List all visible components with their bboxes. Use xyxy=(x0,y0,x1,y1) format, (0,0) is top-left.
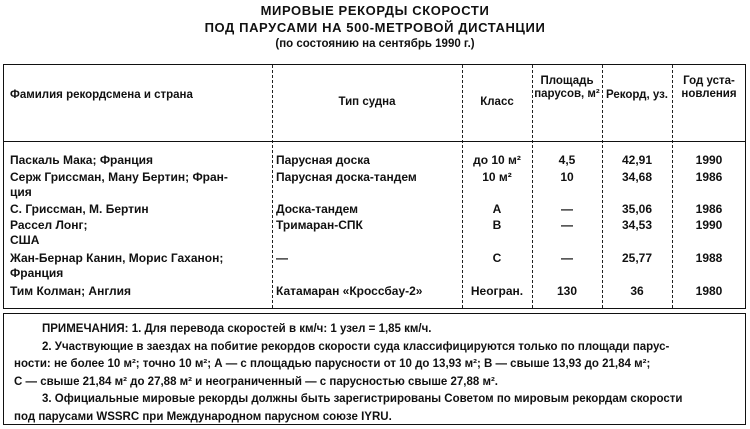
cell-class: В xyxy=(492,218,502,232)
cell-vessel: Парусная доска xyxy=(276,153,370,167)
cell-vessel: Парусная доска-тандем xyxy=(276,170,417,184)
note-2-line-1: 2. Участвующие в заездах на побитие рекордов скорости суда классифицируются только по площади парус- xyxy=(42,340,670,353)
column-divider xyxy=(532,65,533,308)
column-divider xyxy=(602,65,603,308)
cell-area: 4,5 xyxy=(558,153,576,167)
cell-year: 1990 xyxy=(695,218,723,232)
cell-year: 1986 xyxy=(695,202,723,216)
document-title xyxy=(0,2,750,52)
cell-record: 34,68 xyxy=(621,170,653,184)
note-3-line-2: под парусами WSSRC при Международном парусном союзе IYRU. xyxy=(14,410,392,423)
cell-vessel: Катамаран «Кроссбау-2» xyxy=(276,284,423,298)
column-divider xyxy=(672,65,673,308)
cell-record: 34,53 xyxy=(621,218,653,232)
cell-name: США xyxy=(10,233,40,247)
cell-name: Серж Гриссман, Ману Бертин; Фран- xyxy=(10,170,228,184)
cell-year: 1990 xyxy=(695,153,723,167)
cell-area: — xyxy=(561,218,573,232)
cell-name: Франция xyxy=(10,266,64,280)
column-divider xyxy=(462,65,463,308)
cell-area: — xyxy=(561,202,573,216)
header-vessel: Тип судна xyxy=(338,96,396,108)
cell-name: ция xyxy=(10,185,32,199)
cell-vessel: — xyxy=(276,251,288,265)
cell-class: А xyxy=(492,202,502,216)
header-class: Класс xyxy=(480,96,514,108)
header-year: Год уста-новления xyxy=(681,75,737,100)
cell-record: 25,77 xyxy=(621,251,653,265)
cell-name: С. Гриссман, М. Бертин xyxy=(10,202,149,216)
cell-class: Неогран. xyxy=(470,284,524,298)
cell-year: 1980 xyxy=(695,284,723,298)
note-3-line-1: 3. Официальные мировые рекорды должны быть зарегистрированы Советом по мировым рекордам скорости xyxy=(42,393,683,405)
title-line-2: ПОД ПАРУСАМИ НА 500-МЕТРОВОЙ ДИСТАНЦИИ xyxy=(204,20,546,35)
title-line-1: МИРОВЫЕ РЕКОРДЫ СКОРОСТИ xyxy=(260,3,490,18)
header-divider xyxy=(4,141,745,142)
header-record: Рекорд, уз. xyxy=(606,89,668,101)
cell-class: С xyxy=(492,251,502,265)
title-subtitle: (по состоянию на сентябрь 1990 г.) xyxy=(275,38,475,50)
cell-record: 35,06 xyxy=(621,202,653,216)
header-name: Фамилия рекордсмена и страна xyxy=(10,89,193,101)
header-area: Площадь парусов, м² xyxy=(534,75,600,100)
note-1: ПРИМЕЧАНИЯ: 1. Для перевода скоростей в км/ч: 1 узел = 1,85 км/ч. xyxy=(42,323,432,335)
cell-class: до 10 м² xyxy=(473,153,521,167)
cell-name: Тим Колман; Англия xyxy=(10,284,132,298)
cell-vessel: Тримаран-СПК xyxy=(276,218,363,232)
records-table xyxy=(3,64,746,309)
note-2-line-3: С — свыше 21,84 м² до 27,88 м² и неограниченный — с парусностью свыше 27,88 м². xyxy=(14,375,498,388)
column-divider xyxy=(272,65,273,308)
cell-class: 10 м² xyxy=(482,170,512,184)
cell-area: 130 xyxy=(556,284,578,298)
cell-record: 42,91 xyxy=(621,153,653,167)
cell-area: — xyxy=(561,251,573,265)
cell-name: Паскаль Мака; Франция xyxy=(10,153,154,167)
note-2-line-2: ности: не более 10 м²; точно 10 м²; А — с площадью парусности от 10 до 13,93 м²; В — свыше 13,93 до 21,84 м²; xyxy=(14,358,651,370)
cell-year: 1988 xyxy=(695,251,723,265)
cell-year: 1986 xyxy=(695,170,723,184)
cell-record: 36 xyxy=(630,284,644,298)
cell-area: 10 xyxy=(560,170,574,184)
notes-box xyxy=(3,313,746,425)
cell-name: Жан-Бернар Канин, Морис Гаханон; xyxy=(10,251,224,265)
cell-vessel: Доска-тандем xyxy=(276,202,359,216)
cell-name: Рассел Лонг; xyxy=(10,218,88,232)
